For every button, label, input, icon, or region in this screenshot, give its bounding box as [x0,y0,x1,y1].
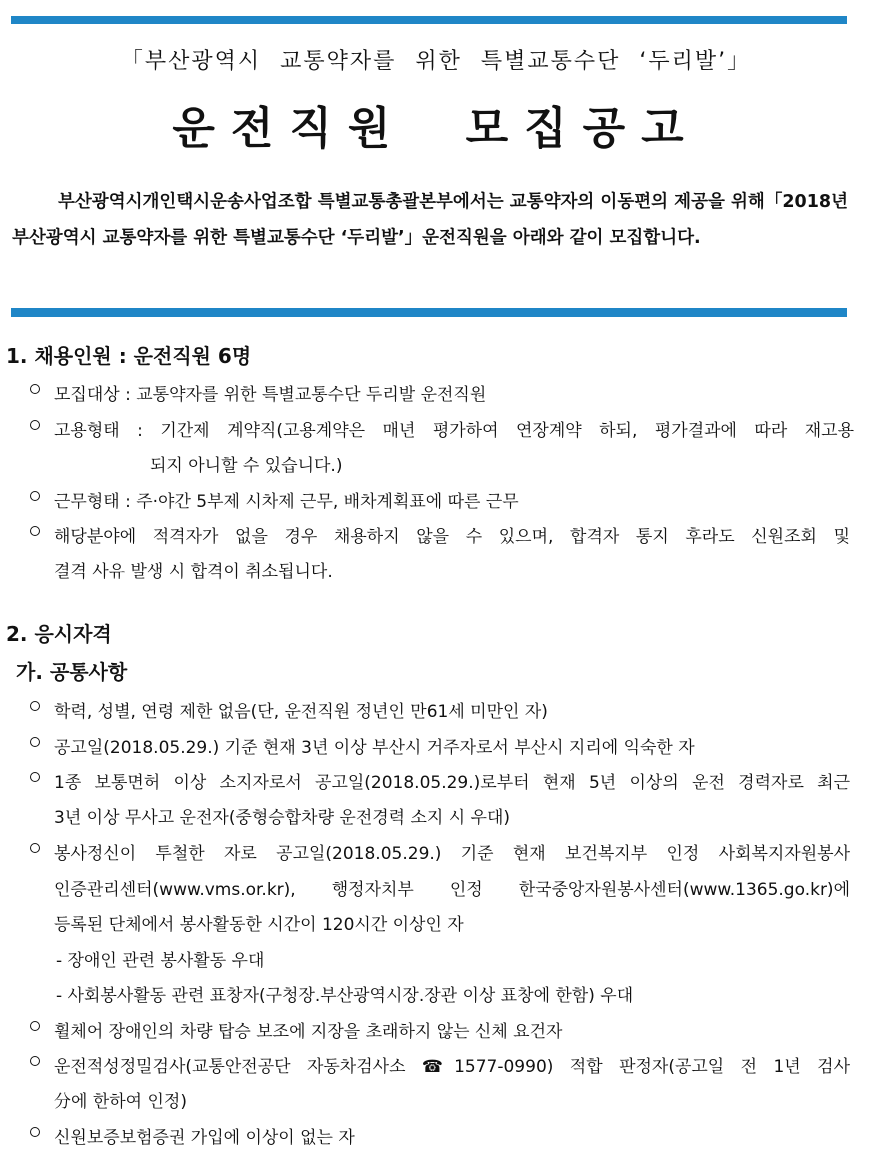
item-text: 모집대상 : 교통약자를 위한 특별교통수단 두리발 운전직원 [54,385,487,405]
item-text: 신원보증보험증권 가입에 이상이 없는 자 [54,1128,355,1148]
item-text: 휠체어 장애인의 차량 탑승 보조에 지장을 초래하지 않는 신체 요건자 [54,1022,563,1042]
notice-title: 운전직원 모집공고 [172,103,700,154]
bullet-icon [30,1021,40,1031]
bullet-icon [30,1056,40,1066]
item-text: 1종 보통면허 이상 소지자로서 공고일(2018.05.29.)로부터 현재 5년 이상의 운전 경력자로 최근 [54,773,850,793]
intro-paragraph: 부산광역시개인택시운송사업조합 특별교통총괄본부에서는 교통약자의 이동편의 제공을 위해「2018년 부산광역시 교통약자를 위한 특별교통수단 ‘두리발’」운전직원을 아래와 같이 모집합니다. [12,192,848,248]
sub-item-text: - 사회봉사활동 관련 표창자(구청장.부산광역시장.장관 이상 표창에 한함) 우대 [56,986,634,1006]
bullet-icon [30,701,40,711]
notice-subtitle: 「부산광역시 교통약자를 위한 특별교통수단 ‘두리발’」 [120,49,752,74]
bullet-icon [30,420,40,430]
bullet-icon [30,772,40,782]
item-text: 결격 사유 발생 시 합격이 취소됩니다. [54,562,333,582]
item-text: 등록된 단체에서 봉사활동한 시간이 120시간 이상인 자 [54,915,464,935]
item-text: 3년 이상 무사고 운전자(중형승합차량 운전경력 소지 시 우대) [54,808,511,828]
item-text: 分에 한하여 인정) [54,1092,187,1112]
item-text: 봉사정신이 투철한 자로 공고일(2018.05.29.) 기준 현재 보건복지부 인정 사회복지자원봉사 [54,844,850,864]
top-divider [11,16,847,24]
item-text: 인증관리센터(www.vms.or.kr), 행정자치부 인정 한국중앙자원봉사센터(www.1365.go.kr)에 [54,880,850,900]
bullet-icon [30,737,40,747]
section1-heading: 1. 채용인원 : 운전직원 6명 [6,344,252,368]
item-text: 학력, 성별, 연령 제한 없음(단, 운전직원 정년인 만61세 미만인 자) [54,702,548,722]
item-text: 되지 아니할 수 있습니다.) [150,456,343,476]
item-text: 고용형태 : 기간제 계약직(고용계약은 매년 평가하여 연장계약 하되, 평가결과에 따라 재고용 [54,421,854,441]
bullet-icon [30,491,40,501]
bullet-icon [30,526,40,536]
bullet-icon [30,384,40,394]
item-text: 근무형태 : 주·야간 5부제 시차제 근무, 배차계획표에 따른 근무 [54,492,519,512]
bullet-icon [30,843,40,853]
item-text: 공고일(2018.05.29.) 기준 현재 3년 이상 부산시 거주자로서 부산시 지리에 익숙한 자 [54,738,695,758]
section-divider [11,308,847,317]
item-text: 해당분야에 적격자가 없을 경우 채용하지 않을 수 있으며, 합격자 통지 후라도 신원조회 및 [54,527,850,547]
section2-heading: 2. 응시자격 [6,622,112,646]
bullet-icon [30,1127,40,1137]
section2-subheading: 가. 공통사항 [16,660,128,684]
sub-item-text: - 장애인 관련 봉사활동 우대 [56,951,265,971]
item-text: 운전적성정밀검사(교통안전공단 자동차검사소 ☎1577-0990) 적합 판정자(공고일 전 1년 검사 [54,1057,850,1077]
